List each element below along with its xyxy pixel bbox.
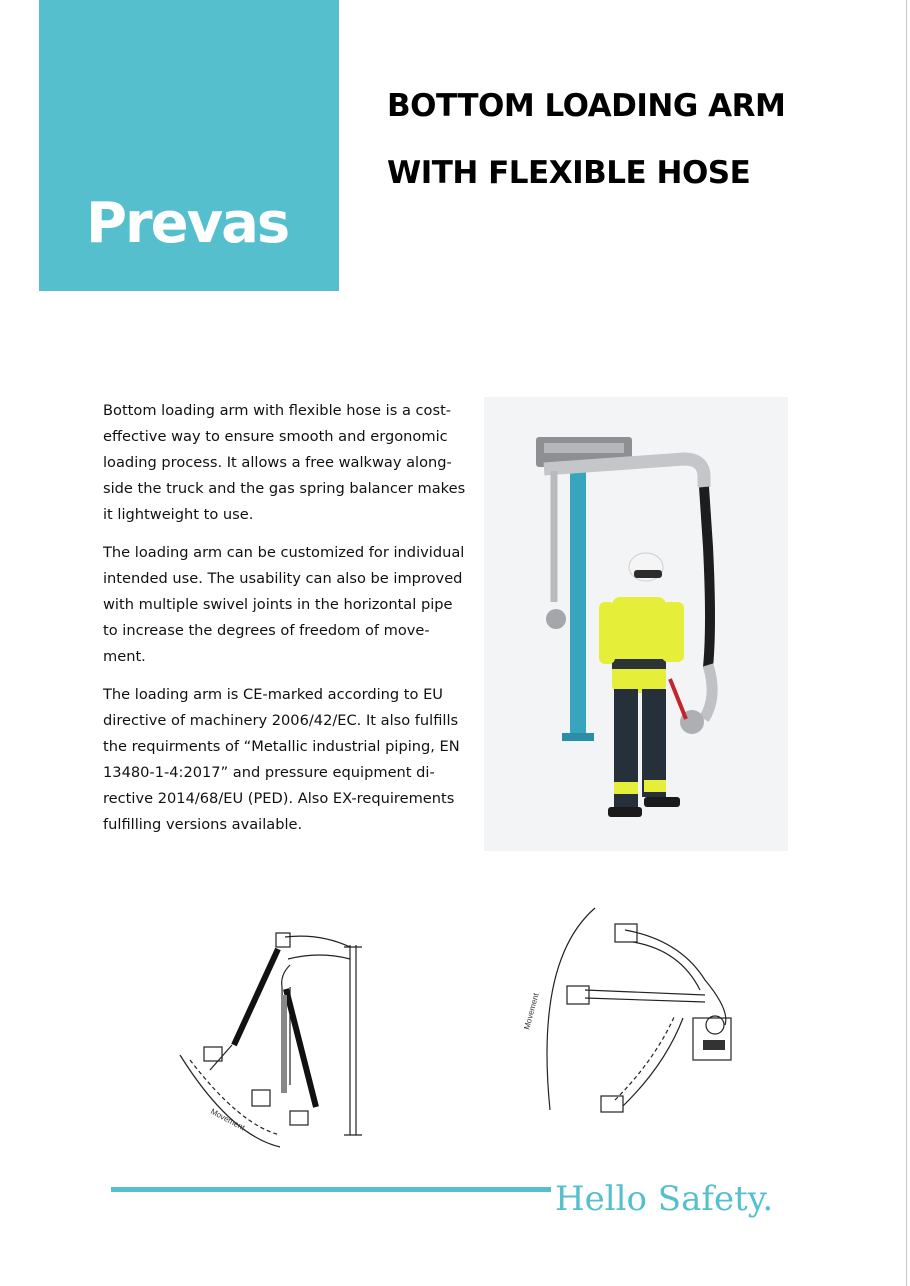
brand-logo-block [39, 0, 339, 291]
brand-logo: Prevas [86, 191, 289, 256]
product-photo [484, 397, 788, 851]
paragraph-customization: The loading arm can be customized for individual intended use. The usability can also be improved with multiple swivel joints in the horizontal pipe to increase the degrees of freedom of move-ment. [103, 544, 465, 665]
page-edge [906, 0, 907, 1286]
loading-arm-side-diagram [170, 925, 380, 1160]
paragraph-certification: The loading arm is CE-marked according to EU directive of machinery 2006/42/EC. It also fulfills the requirments of “Metallic industrial piping, EN 13480-1-4:2017” and pressure equipment di-rective 2014/68/EU (PED). Also EX-requirements fulfilling versions available. [103, 686, 460, 833]
page-title-line-1: BOTTOM LOADING ARM [387, 88, 786, 124]
page-title-line-2: WITH FLEXIBLE HOSE [387, 155, 751, 191]
paragraph-intro: Bottom loading arm with flexible hose is a cost-effective way to ensure smooth and ergonomic loading process. It allows a free walkway along-side the truck and the gas spring balancer makes it lightweight to use. [103, 402, 466, 523]
footer-slogan: Hello Safety. [555, 1179, 774, 1219]
diagram-left-movement-label: Movement [209, 1106, 247, 1133]
footer-rule [111, 1187, 551, 1192]
diagram-right-movement-label: Movement [522, 992, 541, 1031]
loading-arm-top-diagram [515, 900, 760, 1125]
body-text [103, 398, 471, 850]
